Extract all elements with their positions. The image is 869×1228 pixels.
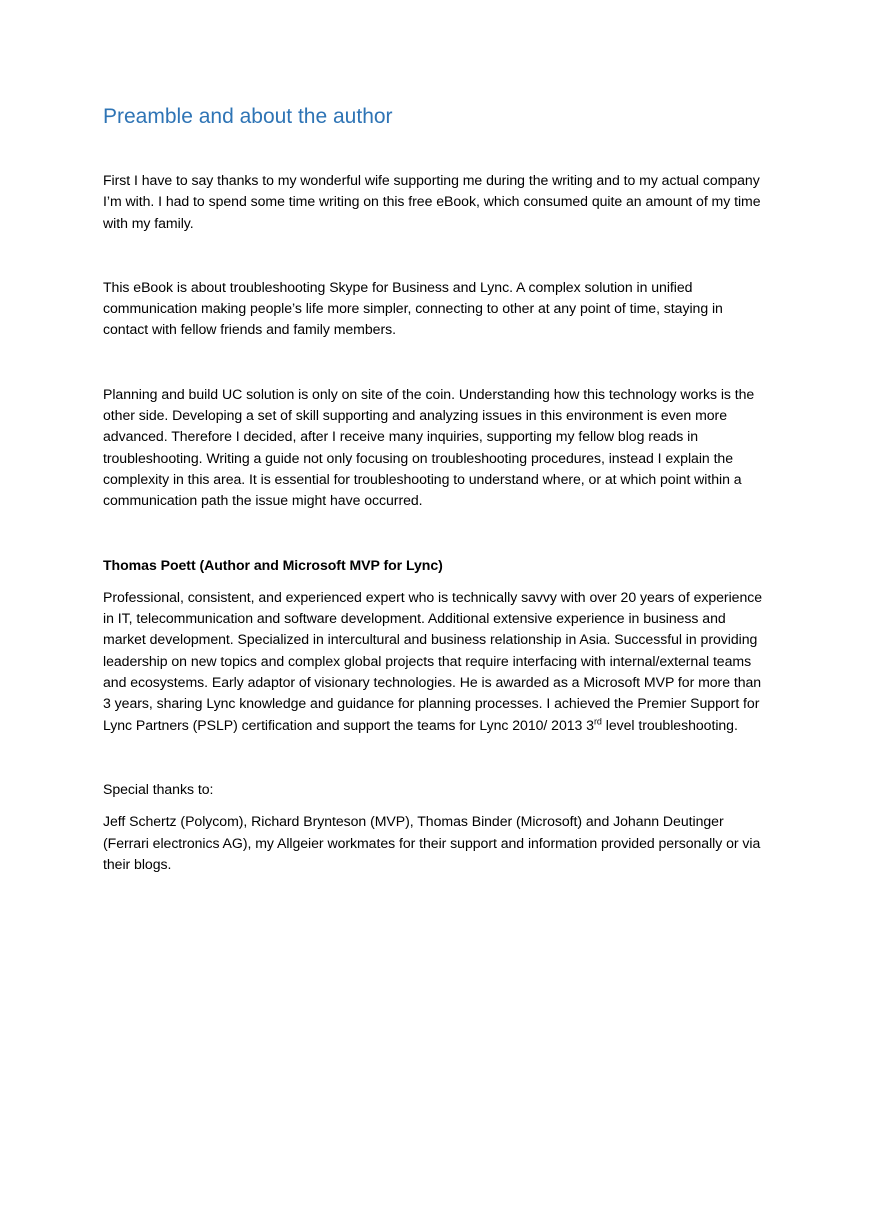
author-name: Thomas Poett (Author and Microsoft MVP for Lync) xyxy=(103,556,443,573)
author-bio-end: level troubleshooting. xyxy=(601,716,738,733)
ebook-intro-paragraph: This eBook is about troubleshooting Skype for Business and Lync. A complex solution in unified communication making people’s life more simpler, connecting to other at any point of time, staying in contact with fellow friends and family members. xyxy=(103,278,723,338)
document-page xyxy=(103,101,769,875)
purpose-paragraph: Planning and build UC solution is only on site of the coin. Understanding how this technology works is the other side. Developing a set of skill supporting and analyzing issues in this environment is even more advanced. Therefore I decided, after I receive many inquiries, supporting my fellow blog reads in troubleshooting. Writing a guide not only focusing on troubleshooting procedures, instead I explain the complexity in this area. It is essential for troubleshooting to understand where, or at which point within a communication path the issue might have occurred. xyxy=(103,385,755,509)
ordinal-suffix: rd xyxy=(593,715,602,726)
special-thanks-label: Special thanks to: xyxy=(103,780,214,797)
acknowledgement-paragraph: First I have to say thanks to my wonderful wife supporting me during the writing and to my actual company I’m with. I had to spend some time writing on this free eBook, which consumed quite an amount of my time with my family. xyxy=(103,172,761,231)
author-bio-main: Professional, consistent, and experienced expert who is technically savvy with over 20 years of experience in IT, telecommunication and software development. Additional extensive experience in business and market development. Specialized in intercultural and business relationship in Asia. Successful in providing leadership on new topics and complex global projects that require interfacing with internal/external teams and ecosystems. Early adaptor of visionary technologies. He is awarded as a Microsoft MVP for more than 3 years, sharing Lync knowledge and guidance for planning processes. I achieved the Premier Support for Lync Partners (PSLP) certification and support the teams for Lync 2010/ 2013 3 xyxy=(103,588,763,733)
page-title: Preamble and about the author xyxy=(103,105,393,128)
special-thanks-text: Jeff Schertz (Polycom), Richard Brynteson (MVP), Thomas Binder (Microsoft) and Johann Deutinger (Ferrari electronics AG), my Allgeier workmates for their support and information provided personally or via their blogs. xyxy=(103,813,761,872)
author-bio xyxy=(103,587,769,736)
